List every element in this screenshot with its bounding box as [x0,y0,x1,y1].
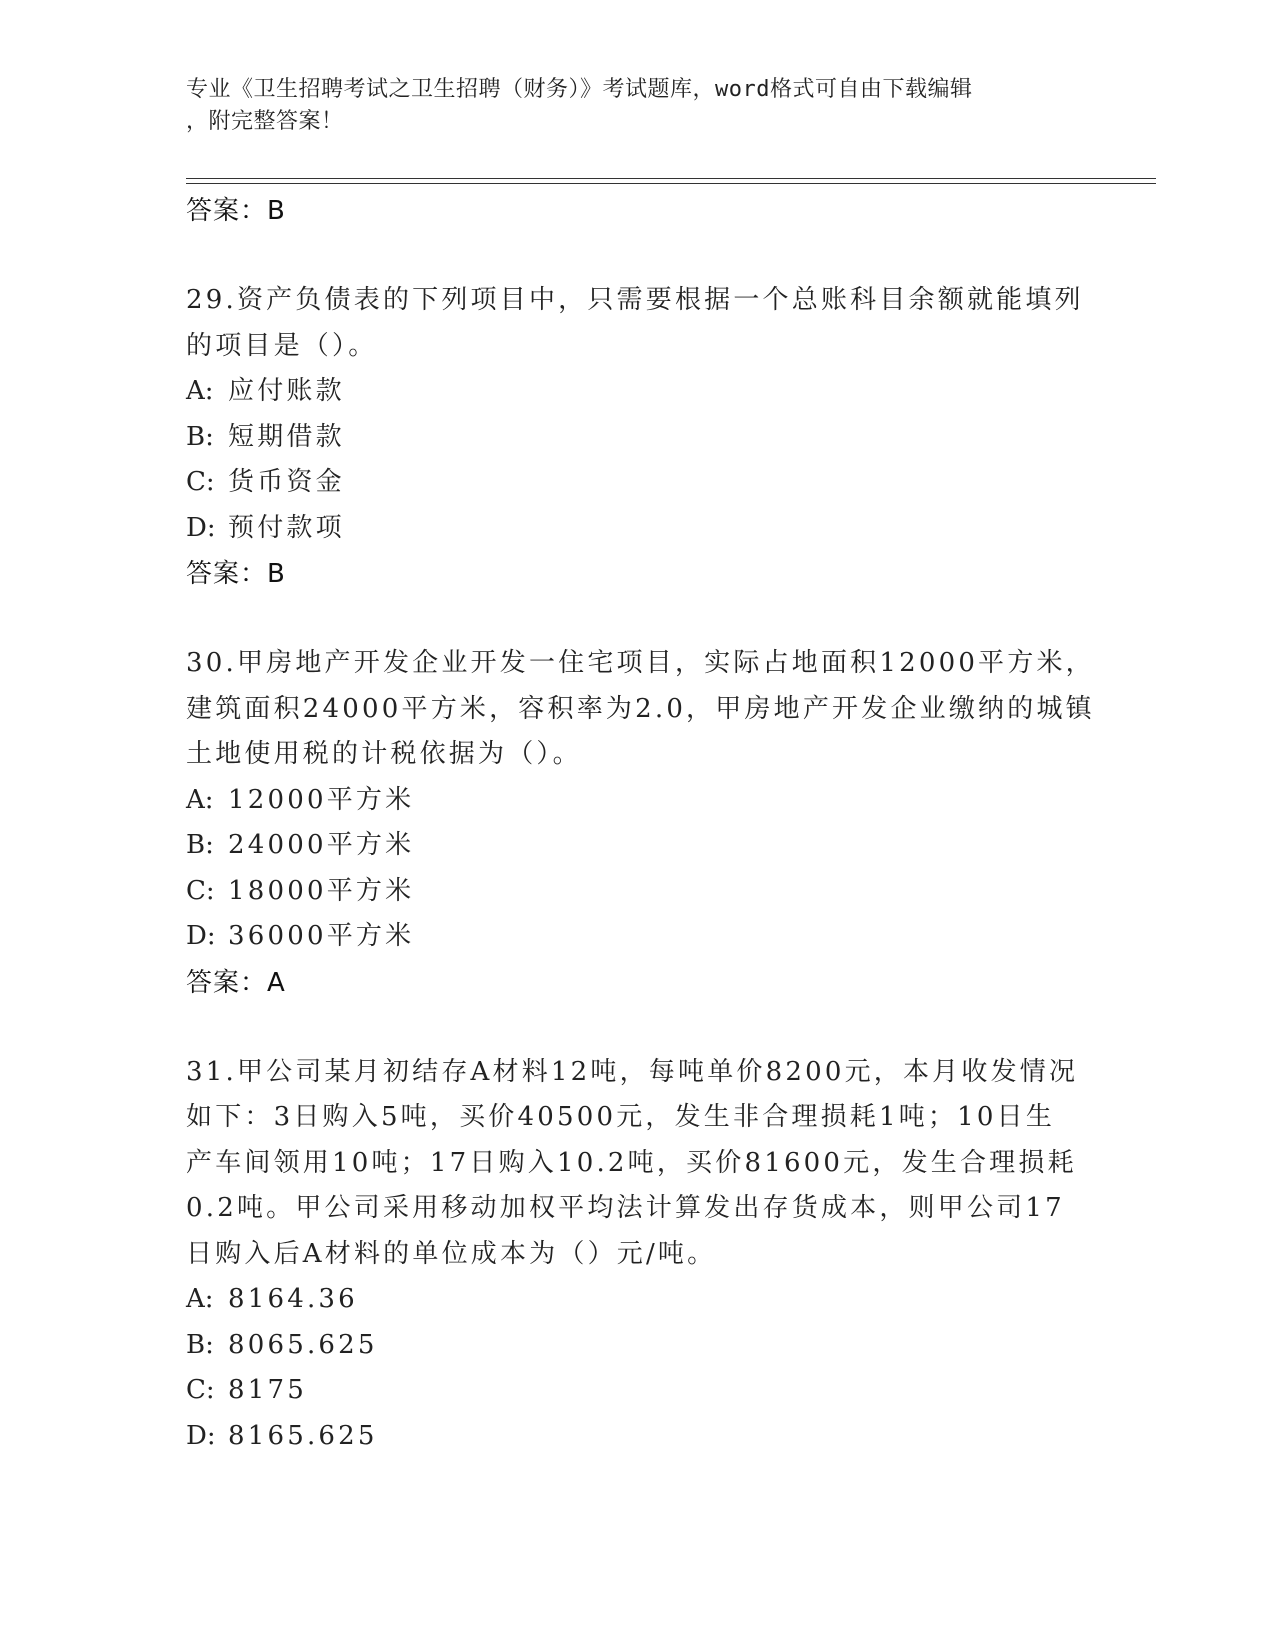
option-a [186,369,1086,415]
option-key: D: [186,512,216,543]
option-text: 18000平方米 [228,875,415,906]
option-key: B: [186,1329,214,1360]
option-a [186,778,1086,824]
question-29 [186,278,1086,597]
option-text: 预付款项 [228,512,345,543]
option-key: B: [186,830,214,860]
option-d [186,914,1086,960]
option-d [186,506,1086,552]
option-d [186,1414,1086,1460]
header-divider-top [186,178,1156,179]
option-key: C: [186,1375,215,1405]
option-text: 应付账款 [228,376,345,406]
question-text-line: 产车间领用10吨；17日购入10.2吨，买价81600元，发生合理损耗 [186,1147,1077,1178]
header-line-1: 专业《卫生招聘考试之卫生招聘（财务）》考试题库，word格式可自由下载编辑 [186,77,973,102]
option-text: 货币资金 [228,467,345,497]
option-c [186,869,1086,915]
header-line-2: ，附完整答案！ [186,109,344,134]
document-header [186,74,1066,138]
question-text-line: 建筑面积24000平方米，容积率为2.0，甲房地产开发企业缴纳的城镇 [186,693,1095,724]
option-key: A: [186,784,214,815]
option-b [186,823,1086,869]
option-text: 8165.625 [228,1420,378,1451]
option-text: 24000平方米 [228,830,415,860]
option-text: 12000平方米 [228,784,415,815]
question-text-line: 29.资产负债表的下列项目中，只需要根据一个总账科目余额就能填列 [186,285,1084,315]
option-key: C: [186,467,215,497]
answer-label: 答案：B [186,196,286,226]
option-b [186,1323,1086,1369]
option-key: A: [186,376,214,406]
option-text: 8065.625 [228,1329,378,1360]
answer-label: 答案：B [186,559,286,589]
option-key: A: [186,1284,214,1314]
option-text: 36000平方米 [228,921,415,951]
question-text-line: 31.甲公司某月初结存A材料12吨，每吨单价8200元，本月收发情况 [186,1056,1079,1087]
option-key: D: [186,921,216,951]
option-a [186,1277,1086,1323]
option-c [186,1368,1086,1414]
question-text-line: 30.甲房地产开发企业开发一住宅项目，实际占地面积12000平方米， [186,648,1095,678]
option-key: D: [186,1420,216,1451]
option-c [186,460,1086,506]
question-text-line: 0.2吨。甲公司采用移动加权平均法计算发出存货成本，则甲公司17 [186,1193,1065,1223]
question-text-line: 的项目是（）。 [186,330,378,361]
answer-label: 答案：A [186,967,286,998]
question-text-line: 日购入后A材料的单位成本为（）元/吨。 [186,1238,717,1269]
question-text-line: 土地使用税的计税依据为（）。 [186,739,582,769]
header-divider-bottom [186,183,1156,184]
question-31 [186,1050,1086,1460]
option-text: 短期借款 [228,421,345,452]
question-30 [186,641,1095,1006]
question-text-line: 如下：3日购入5吨，买价40500元，发生非合理损耗1吨；10日生 [186,1102,1056,1132]
document-content [186,188,1095,1459]
option-key: C: [186,875,215,906]
option-text: 8164.36 [228,1284,358,1314]
option-text: 8175 [228,1375,307,1405]
option-b [186,415,1086,461]
option-key: B: [186,421,214,452]
